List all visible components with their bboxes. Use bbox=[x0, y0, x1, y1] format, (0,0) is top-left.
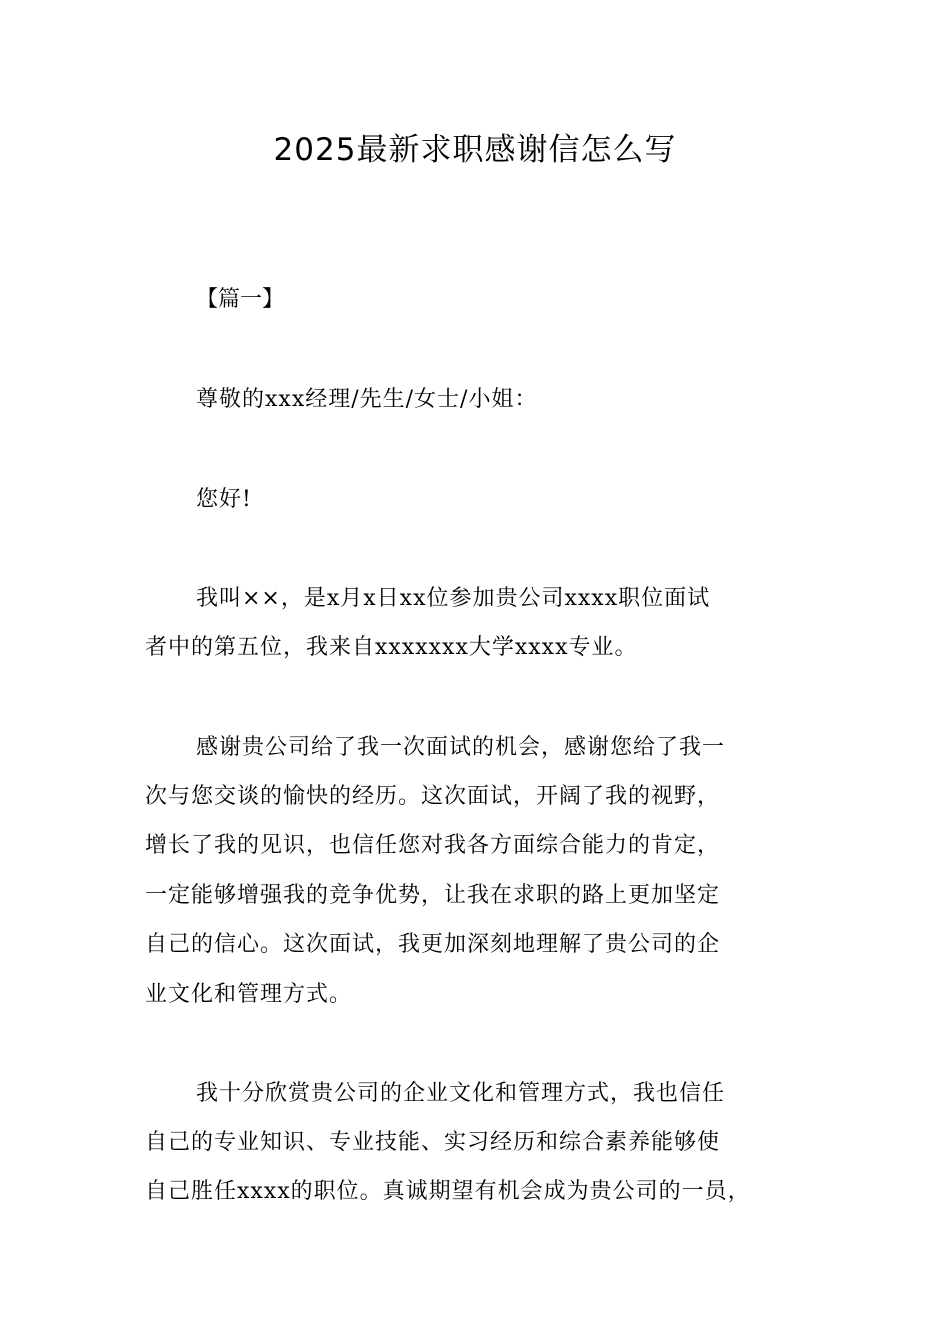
paragraph-3-line-2: 自己的专业知识、专业技能、实习经历和综合素养能够使 bbox=[145, 1130, 721, 1155]
greeting: 您好! bbox=[196, 487, 252, 512]
paragraph-2-line-5: 自己的信心。这次面试，我更加深刻地理解了贵公司的企 bbox=[145, 932, 721, 957]
document-title: 2025最新求职感谢信怎么写 bbox=[273, 132, 677, 168]
paragraph-1-line-2: 者中的第五位，我来自xxxxxxx大学xxxx专业。 bbox=[145, 635, 638, 660]
paragraph-2-line-3: 增长了我的见识，也信任您对我各方面综合能力的肯定， bbox=[145, 833, 721, 858]
paragraph-2-line-4: 一定能够增强我的竞争优势，让我在求职的路上更加坚定 bbox=[145, 883, 721, 908]
salutation: 尊敬的xxx经理/先生/女士/小姐： bbox=[196, 387, 538, 412]
paragraph-2-line-2: 次与您交谈的愉快的经历。这次面试，开阔了我的视野， bbox=[145, 784, 721, 809]
paragraph-3-line-1: 我十分欣赏贵公司的企业文化和管理方式，我也信任 bbox=[196, 1081, 726, 1106]
paragraph-1-line-1: 我叫××，是x月x日xx位参加贵公司xxxx职位面试 bbox=[196, 586, 711, 611]
section-label: 【篇一】 bbox=[196, 287, 285, 312]
paragraph-3-line-3: 自己胜任xxxx的职位。真诚期望有机会成为贵公司的一员， bbox=[145, 1179, 751, 1204]
paragraph-2-line-1: 感谢贵公司给了我一次面试的机会，感谢您给了我一 bbox=[196, 735, 726, 760]
paragraph-2-line-6: 业文化和管理方式。 bbox=[145, 982, 353, 1007]
